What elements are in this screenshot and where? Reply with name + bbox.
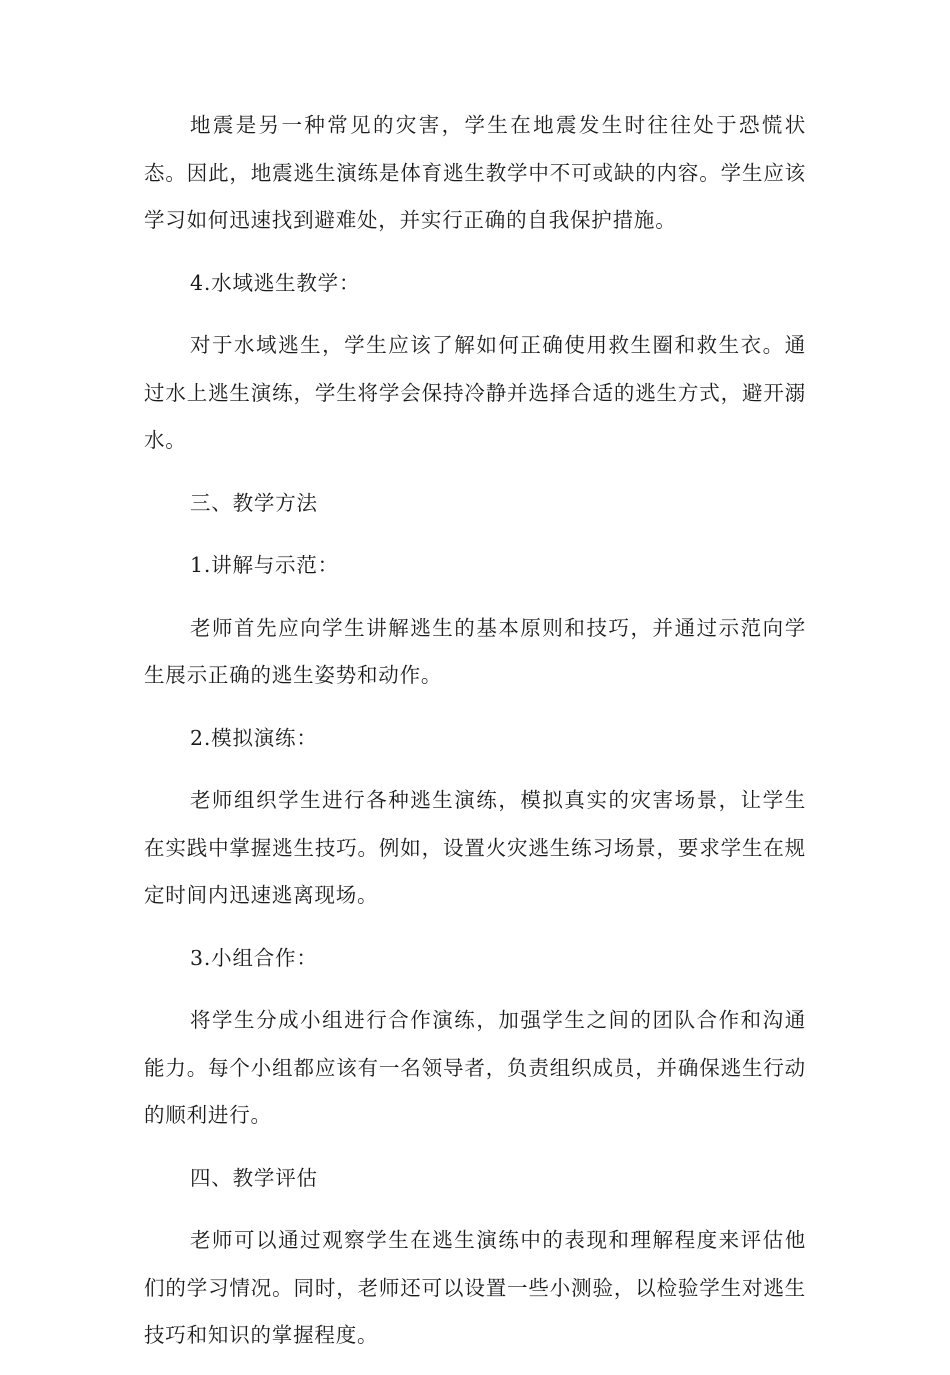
heading-simulation-drill: 2.模拟演练： <box>190 725 318 750</box>
paragraph-group-cooperation: 将学生分成小组进行合作演练，加强学生之间的团队合作和沟通能力。每个小组都应该有一名领导者，负责组织成员，并确保逃生行动的顺利进行。 <box>144 1008 806 1127</box>
section-heading-teaching-evaluation: 四、教学评估 <box>190 1165 318 1190</box>
section-heading-teaching-methods: 三、教学方法 <box>190 490 318 515</box>
paragraph-water-escape: 对于水域逃生，学生应该了解如何正确使用救生圈和救生衣。通过水上逃生演练，学生将学会保持冷静并选择合适的逃生方式，避开溺水。 <box>144 333 806 452</box>
paragraph-simulation-drill: 老师组织学生进行各种逃生演练，模拟真实的灾害场景，让学生在实践中掌握逃生技巧。例如，设置火灾逃生练习场景，要求学生在规定时间内迅速逃离现场。 <box>144 788 806 907</box>
paragraph-explain-demonstrate: 老师首先应向学生讲解逃生的基本原则和技巧，并通过示范向学生展示正确的逃生姿势和动作。 <box>144 615 806 687</box>
paragraph-teaching-evaluation: 老师可以通过观察学生在逃生演练中的表现和理解程度来评估他们的学习情况。同时，老师还可以设置一些小测验，以检验学生对逃生技巧和知识的掌握程度。 <box>144 1228 806 1347</box>
document-page <box>144 102 806 1375</box>
heading-explain-demonstrate: 1.讲解与示范： <box>190 553 339 577</box>
heading-water-escape: 4.水域逃生教学： <box>190 270 361 295</box>
paragraph-earthquake: 地震是另一种常见的灾害，学生在地震发生时往往处于恐慌状态。因此，地震逃生演练是体育逃生教学中不可或缺的内容。学生应该学习如何迅速找到避难处，并实行正确的自我保护措施。 <box>144 113 806 232</box>
heading-group-cooperation: 3.小组合作： <box>190 945 318 970</box>
